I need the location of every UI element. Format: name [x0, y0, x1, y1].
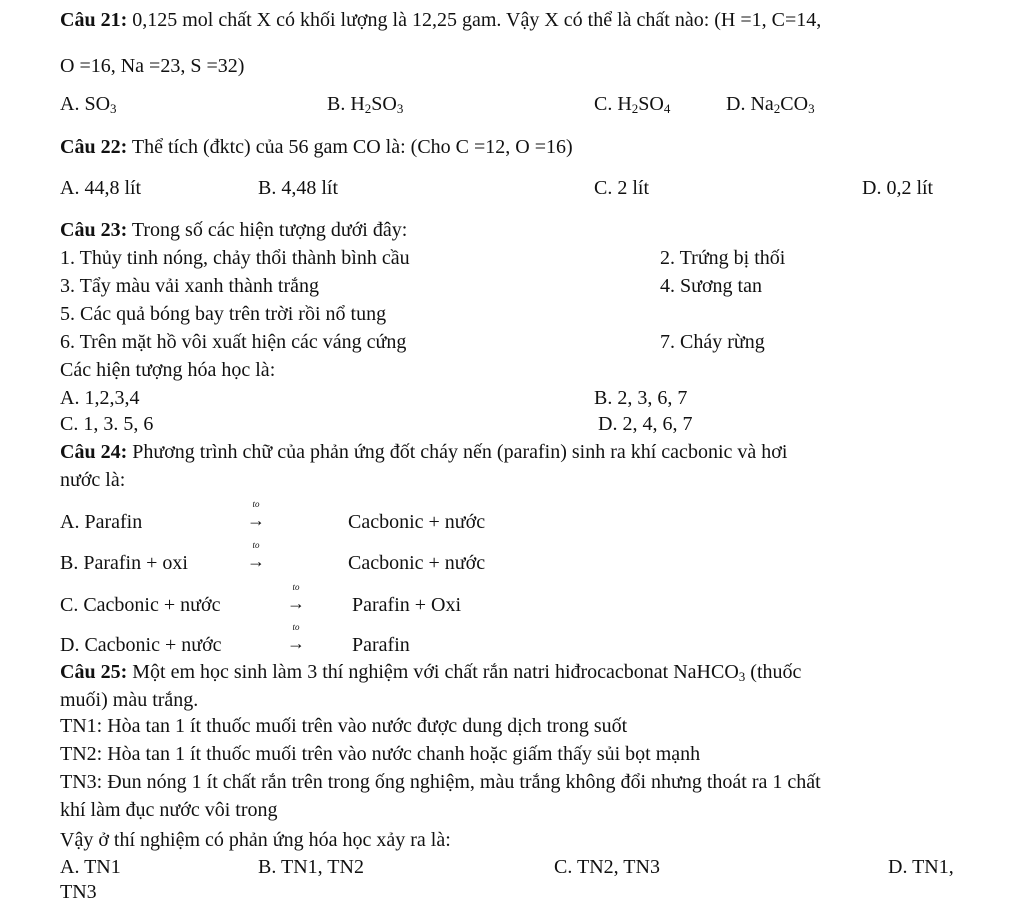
q23-item-6: 6. Trên mặt hồ vôi xuất hiện các váng cứng	[60, 331, 407, 353]
q25-option-a[interactable]: A. TN1	[60, 856, 121, 878]
q23-option-a[interactable]: A. 1,2,3,4	[60, 387, 140, 409]
q25-tn3-line2: khí làm đục nước vôi trong	[60, 799, 278, 821]
q21-option-a[interactable]: A. $SO_3$	[60, 93, 117, 116]
q24-option-b-left[interactable]: B. Parafin + oxi	[60, 552, 188, 574]
arrow-right-icon: →	[287, 633, 305, 653]
q22-option-b[interactable]: B. 4,48 lít	[258, 177, 339, 199]
q24-option-b-arrow: to →	[241, 541, 271, 570]
q25-option-d[interactable]: D. TN1,	[888, 856, 954, 878]
q21-text1: 0,125 mol chất X có khối lượng là 12,25 gam. Vậy X có thể là chất nào: (H =1, C=14,	[127, 9, 822, 31]
q24-text1: Phương trình chữ của phản ứng đốt cháy nến (parafin) sinh ra khí cacbonic và hơi	[127, 441, 788, 463]
q21-line2: O =16, Na =23, S =32)	[60, 55, 245, 77]
q25-label: Câu 25:	[60, 661, 128, 683]
q25-tn3-line1: TN3: Đun nóng 1 ít chất rắn trên trong ống nghiệm, màu trắng không đổi nhưng thoát ra 1 chất	[60, 771, 821, 793]
q21-line1	[60, 8, 821, 32]
q23-text: Trong số các hiện tượng dưới đây:	[127, 219, 408, 241]
q24-option-a-arrow: to →	[241, 500, 271, 529]
q24-option-b-right: Cacbonic + nước	[348, 552, 486, 574]
q22-label: Câu 22:	[60, 136, 128, 158]
q25-question: Câu 25: Một em học sinh làm 3 thí nghiệm với chất rắn natri hiđrocacbonat NaHCO$_3$ (thuốc	[60, 661, 802, 684]
q24-option-c-arrow: to →	[281, 583, 311, 612]
q24-question	[60, 440, 787, 464]
q25-option-d-wrap: TN3	[60, 881, 97, 903]
q24-option-d-right: Parafin	[352, 634, 410, 656]
q21-option-d[interactable]: D. $Na_2CO_3$	[726, 93, 815, 116]
q21-option-b[interactable]: B. $H_2SO_3$	[327, 93, 404, 116]
q24-option-c-right: Parafin + Oxi	[352, 594, 462, 616]
q25-option-c[interactable]: C. TN2, TN3	[554, 856, 660, 878]
q23-option-b[interactable]: B. 2, 3, 6, 7	[594, 387, 688, 409]
q25-text2: muối) màu trắng.	[60, 689, 199, 711]
q23-prompt: Các hiện tượng hóa học là:	[60, 359, 276, 381]
arrow-right-icon: →	[247, 510, 265, 530]
q24-option-d-left[interactable]: D. Cacbonic + nước	[60, 634, 222, 656]
q23-item-2: 2. Trứng bị thối	[660, 247, 786, 269]
q23-item-5: 5. Các quả bóng bay trên trời rồi nổ tung	[60, 303, 387, 325]
q25-prompt: Vậy ở thí nghiệm có phản ứng hóa học xảy ra là:	[60, 829, 451, 851]
q25-option-b[interactable]: B. TN1, TN2	[258, 856, 364, 878]
q22-text: Thể tích (đktc) của 56 gam CO là: (Cho C =12, O =16)	[127, 136, 573, 158]
q25-tn2: TN2: Hòa tan 1 ít thuốc muối trên vào nước chanh hoặc giấm thấy sủi bọt mạnh	[60, 743, 701, 765]
q23-item-3: 3. Tẩy màu vải xanh thành trắng	[60, 275, 320, 297]
q23-item-4: 4. Sương tan	[660, 275, 762, 297]
q21-option-c[interactable]: C. $H_2SO_4$	[594, 93, 671, 116]
q23-label: Câu 23:	[60, 219, 128, 241]
q22-option-a[interactable]: A. 44,8 lít	[60, 177, 142, 199]
q22-question	[60, 135, 573, 159]
q23-option-c[interactable]: C. 1, 3. 5, 6	[60, 413, 154, 435]
arrow-right-icon: →	[287, 593, 305, 613]
q24-option-c-left[interactable]: C. Cacbonic + nước	[60, 594, 221, 616]
q24-option-d-arrow: to →	[281, 623, 311, 652]
q23-question	[60, 218, 407, 242]
q24-text2: nước là:	[60, 469, 126, 491]
q25-tn1: TN1: Hòa tan 1 ít thuốc muối trên vào nước được dung dịch trong suốt	[60, 715, 628, 737]
q23-option-d[interactable]: D. 2, 4, 6, 7	[598, 413, 693, 435]
q23-item-7: 7. Cháy rừng	[660, 331, 765, 353]
q22-option-c[interactable]: C. 2 lít	[594, 177, 650, 199]
q24-option-a-left[interactable]: A. Parafin	[60, 511, 143, 533]
q21-label: Câu 21:	[60, 9, 128, 31]
arrow-right-icon: →	[247, 551, 265, 571]
q24-label: Câu 24:	[60, 441, 128, 463]
q24-option-a-right: Cacbonic + nước	[348, 511, 486, 533]
q22-option-d[interactable]: D. 0,2 lít	[862, 177, 934, 199]
q23-item-1: 1. Thủy tinh nóng, chảy thổi thành bình cầu	[60, 247, 410, 269]
